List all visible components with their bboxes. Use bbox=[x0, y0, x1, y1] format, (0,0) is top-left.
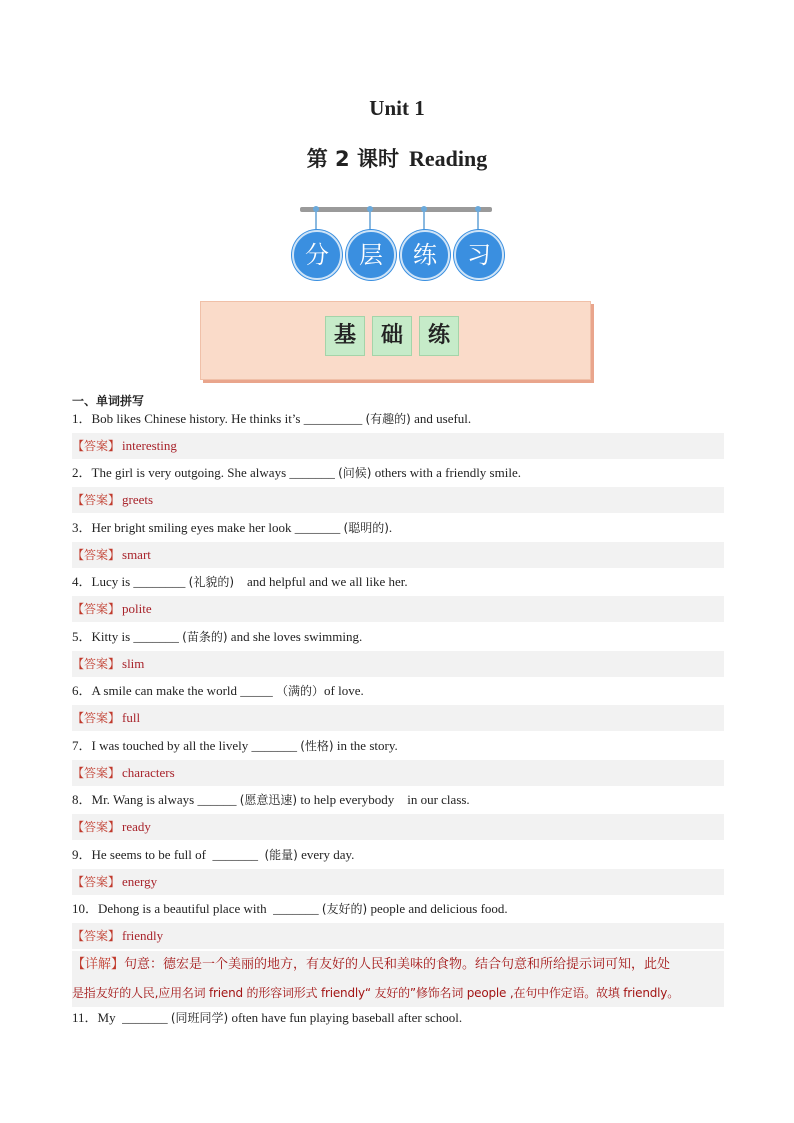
answer-row bbox=[72, 814, 724, 840]
banner-hook bbox=[477, 210, 479, 232]
question-text: A smile can make the world _____ bbox=[91, 683, 277, 698]
question-hint: (愿意迅速) bbox=[239, 793, 298, 807]
question-text-end: often have fun playing baseball after school. bbox=[228, 1010, 463, 1025]
section-heading: 一、单词拼写 bbox=[72, 394, 145, 408]
answer-row bbox=[72, 542, 724, 568]
answer-row bbox=[72, 760, 724, 786]
question-text-end: people and delicious food. bbox=[367, 901, 508, 916]
lesson-number: 第 2 课时 bbox=[306, 147, 399, 171]
question-hint: （满的） bbox=[276, 684, 325, 698]
question-number: 7． bbox=[72, 738, 92, 753]
question-row bbox=[72, 1005, 724, 1031]
unit-title: Unit 1 bbox=[369, 96, 425, 120]
question-text: Bob likes Chinese history. He thinks it’s _________ bbox=[91, 411, 366, 426]
hook-dot bbox=[421, 206, 427, 212]
answer-tag: 【答案】 bbox=[72, 820, 121, 834]
answer-value: polite bbox=[122, 601, 152, 616]
question-text-end: and useful. bbox=[410, 411, 472, 426]
banner-rail bbox=[300, 207, 492, 212]
question-row bbox=[72, 733, 724, 759]
detail-line-1 bbox=[72, 951, 724, 979]
answer-row bbox=[72, 651, 724, 677]
hook-dot bbox=[367, 206, 373, 212]
answer-value: ready bbox=[122, 819, 151, 834]
answer-value: greets bbox=[122, 492, 154, 507]
question-text-end: . bbox=[388, 520, 393, 535]
answer-row bbox=[72, 487, 724, 513]
banner-hook bbox=[369, 210, 371, 232]
detail-block bbox=[72, 951, 724, 1007]
question-text: The girl is very outgoing. She always _______ bbox=[91, 465, 339, 480]
question-row bbox=[72, 678, 724, 704]
answer-tag: 【答案】 bbox=[72, 602, 121, 616]
question-text: I was touched by all the lively _______ bbox=[91, 738, 301, 753]
question-row bbox=[72, 624, 724, 650]
answer-value: smart bbox=[122, 547, 151, 562]
answer-tag: 【答案】 bbox=[72, 711, 121, 725]
banner-char-3: 练 bbox=[400, 230, 450, 280]
question-text: He seems to be full of _______ bbox=[91, 847, 265, 862]
question-number: 3． bbox=[72, 520, 92, 535]
question-row bbox=[72, 787, 724, 813]
question-hint: (礼貌的) bbox=[188, 575, 235, 589]
answer-tag: 【答案】 bbox=[72, 493, 121, 507]
answer-tag: 【答案】 bbox=[72, 657, 121, 671]
question-hint: (能量) bbox=[264, 848, 298, 862]
question-number: 10． bbox=[72, 901, 99, 916]
banner-char-4: 习 bbox=[454, 230, 504, 280]
question-number: 11． bbox=[72, 1010, 98, 1025]
question-hint: (友好的) bbox=[321, 902, 368, 916]
question-hint: (性格) bbox=[300, 739, 334, 753]
question-number: 4． bbox=[72, 574, 92, 589]
detail-tag: 【详解】 bbox=[72, 957, 125, 972]
level-char-2: 础 bbox=[372, 316, 412, 356]
answer-row bbox=[72, 596, 724, 622]
question-row bbox=[72, 842, 724, 868]
answer-value: friendly bbox=[122, 928, 164, 943]
answer-row bbox=[72, 433, 724, 459]
question-text-end: every day. bbox=[297, 847, 355, 862]
question-row bbox=[72, 515, 724, 541]
question-text: Lucy is ________ bbox=[91, 574, 189, 589]
question-hint: (聪明的) bbox=[343, 521, 389, 535]
hook-dot bbox=[475, 206, 481, 212]
hook-dot bbox=[313, 206, 319, 212]
question-text-end: others with a friendly smile. bbox=[371, 465, 521, 480]
lesson-title bbox=[0, 143, 794, 173]
answer-tag: 【答案】 bbox=[72, 929, 121, 943]
question-row bbox=[72, 896, 724, 922]
level-band bbox=[200, 301, 591, 380]
banner-hook bbox=[315, 210, 317, 232]
question-number: 1． bbox=[72, 411, 92, 426]
question-row bbox=[72, 460, 724, 486]
question-hint: (问候) bbox=[338, 466, 372, 480]
answer-value: energy bbox=[122, 874, 158, 889]
banner-hook bbox=[423, 210, 425, 232]
level-char-3: 练 bbox=[419, 316, 459, 356]
question-text: Dehong is a beautiful place with _______ bbox=[98, 901, 322, 916]
answer-value: slim bbox=[122, 656, 145, 671]
question-text-end: to help everybody in our class. bbox=[297, 792, 470, 807]
question-number: 9． bbox=[72, 847, 92, 862]
question-text-end: and helpful and we all like her. bbox=[234, 574, 408, 589]
answer-tag: 【答案】 bbox=[72, 439, 121, 453]
answer-row bbox=[72, 705, 724, 731]
answer-row bbox=[72, 869, 724, 895]
answer-value: characters bbox=[122, 765, 175, 780]
question-text: Kitty is _______ bbox=[91, 629, 183, 644]
lesson-name: Reading bbox=[408, 146, 488, 171]
answer-tag: 【答案】 bbox=[72, 875, 121, 889]
level-char-1: 基 bbox=[325, 316, 365, 356]
question-hint: (苗条的) bbox=[182, 630, 228, 644]
question-hint: (有趣的) bbox=[365, 412, 411, 426]
detail-line-2: 是指友好的人民,应用名词 friend 的形容词形式 friendly“ 友好的”修饰名词 people ,在句中作定语。故填 friendly。 bbox=[72, 986, 680, 1000]
answer-row bbox=[72, 923, 724, 949]
question-row bbox=[72, 406, 724, 432]
answer-value: interesting bbox=[122, 438, 177, 453]
detail-text-1: 句意：德宏是一个美丽的地方，有友好的人民和美味的食物。结合句意和所给提示词可知，此处 bbox=[124, 957, 671, 972]
banner-char-1: 分 bbox=[292, 230, 342, 280]
question-number: 8． bbox=[72, 792, 92, 807]
answer-tag: 【答案】 bbox=[72, 766, 121, 780]
question-hint: (同班同学) bbox=[170, 1011, 229, 1025]
question-text: My _______ bbox=[97, 1010, 171, 1025]
answer-tag: 【答案】 bbox=[72, 548, 121, 562]
question-text-end: of love. bbox=[324, 683, 364, 698]
question-number: 5． bbox=[72, 629, 92, 644]
banner-char-2: 层 bbox=[346, 230, 396, 280]
question-text-end: in the story. bbox=[333, 738, 398, 753]
question-row bbox=[72, 569, 724, 595]
question-number: 6． bbox=[72, 683, 92, 698]
question-text-end: and she loves swimming. bbox=[227, 629, 363, 644]
question-number: 2． bbox=[72, 465, 92, 480]
question-text: Her bright smiling eyes make her look _______ bbox=[91, 520, 344, 535]
answer-value: full bbox=[122, 710, 141, 725]
question-text: Mr. Wang is always ______ bbox=[91, 792, 240, 807]
